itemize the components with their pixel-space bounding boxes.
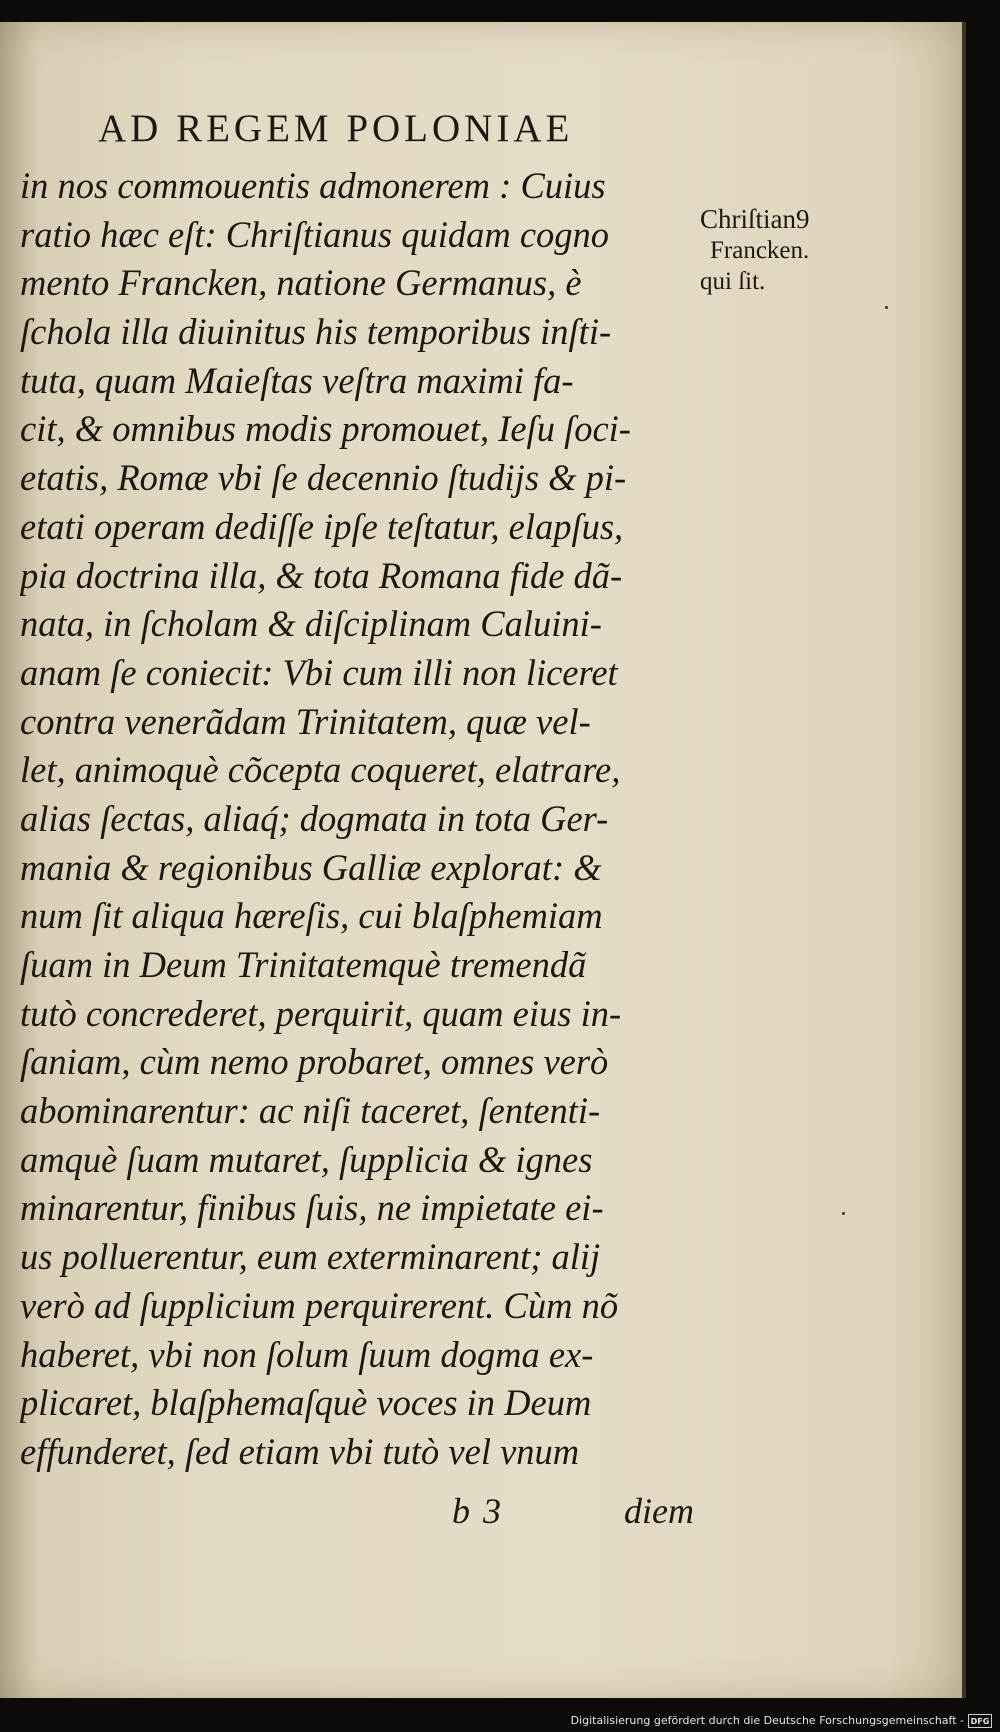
marginal-note-line: Chriſtian9 <box>700 204 810 234</box>
text-line: amquè ſuam mutaret, ſupplicia & ignes <box>20 1138 593 1180</box>
marginal-note <box>700 204 890 297</box>
text-line: pia doctrina illa, & tota Romana fide dã- <box>20 554 623 596</box>
text-line: let, animoquè cõcepta coqueret, elatrare, <box>20 749 621 791</box>
text-line: ſaniam, cùm nemo probaret, omnes verò <box>20 1041 609 1083</box>
text-line: abominarentur: ac niſi taceret, ſententi- <box>20 1090 601 1132</box>
text-line: alias ſectas, aliaq́; dogmata in tota Ger- <box>20 797 609 839</box>
text-line: anam ſe coniecit: Vbi cum illi non liceret <box>20 651 618 693</box>
marginal-note-line: qui ſit. <box>700 268 766 295</box>
signature-mark: b 3 <box>452 1491 503 1531</box>
text-line: us polluerentur, eum exterminarent; alij <box>20 1236 601 1278</box>
text-line: ſchola illa diuinitus his temporibus inſti- <box>20 311 612 353</box>
text-line: ratio hæc eſt: Chriſtianus quidam cogno <box>20 213 610 255</box>
footer-bar <box>0 1712 1000 1732</box>
book-page <box>0 22 962 1698</box>
text-line: etati operam dediſſe ipſe teſtatur, elapſus, <box>20 505 624 547</box>
text-line: effunderet, ſed etiam vbi tutò vel vnum <box>20 1430 580 1472</box>
body-text <box>20 162 720 1477</box>
text-line: cit, & omnibus modis promouet, Ieſu ſoci- <box>20 408 631 450</box>
digitization-credit: Digitalisierung gefördert durch die Deutsche Forschungsgemeinschaft - <box>570 1714 964 1727</box>
text-line: etatis, Romæ vbi ſe decennio ſtudijs & pi- <box>20 457 627 499</box>
text-line: mania & regionibus Galliæ explorat: & <box>20 846 602 888</box>
text-line: num ſit aliqua hæreſis, cui blaſphemiam <box>20 895 603 937</box>
paper-speck <box>885 306 888 309</box>
dfg-logo-icon: DFG <box>968 1714 992 1728</box>
text-line: haberet, vbi non ſolum ſuum dogma ex- <box>20 1333 594 1375</box>
text-line: ſuam in Deum Trinitatemquè tremendã <box>20 944 587 985</box>
catchword: diem <box>624 1491 694 1531</box>
paper-speck <box>842 1212 845 1215</box>
running-head: AD REGEM POLONIAE <box>98 107 574 150</box>
marginal-note-line: Francken. <box>710 237 810 264</box>
text-line: minarentur, finibus ſuis, ne impietate ei- <box>20 1187 604 1229</box>
text-line: mento Francken, natione Germanus, è <box>20 262 582 304</box>
text-line: plicaret, blaſphemaſquè voces in Deum <box>20 1382 592 1424</box>
text-line: tuta, quam Maieſtas veſtra maximi fa- <box>20 359 574 401</box>
text-line: verò ad ſupplicium perquirerent. Cùm nõ <box>20 1284 619 1326</box>
text-line: contra venerãdam Trinitatem, quæ vel- <box>20 700 591 742</box>
text-line: nata, in ſcholam & diſciplinam Caluini- <box>20 603 602 645</box>
text-line: in nos commouentis admonerem : Cuius <box>20 165 606 206</box>
text-line: tutò concrederet, perquirit, quam eius in- <box>20 992 622 1034</box>
